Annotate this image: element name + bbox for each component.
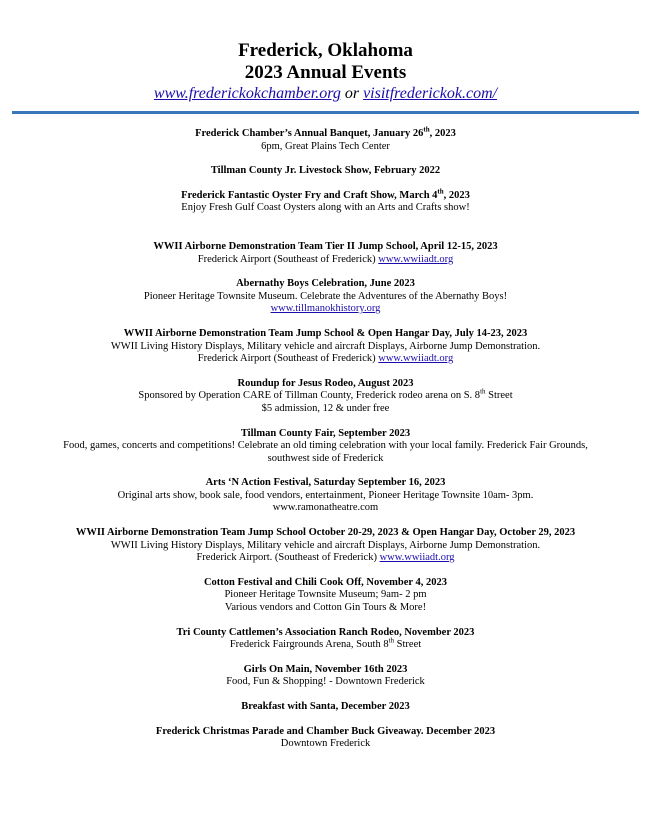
event-title xyxy=(60,278,591,291)
event-item xyxy=(60,577,591,615)
event-title-year: , 2023 xyxy=(443,189,470,201)
event-title-text: WWII Airborne Demonstration Team Tier II Jump School, April 12-15, 2023 xyxy=(153,240,498,252)
event-detail xyxy=(60,636,591,652)
event-detail-text: Various vendors and Cotton Gin Tours & More! xyxy=(224,602,427,614)
event-website-link[interactable]: www.wwiiadt.org xyxy=(379,552,455,564)
event-detail-text: Street xyxy=(485,390,513,402)
event-item xyxy=(60,278,591,316)
event-title xyxy=(60,527,591,540)
event-item xyxy=(60,241,591,266)
event-detail xyxy=(60,540,591,553)
event-title-text: Tillman County Fair, September 2023 xyxy=(240,427,411,439)
event-title-text: Cotton Festival and Chili Cook Off, November 4, 2023 xyxy=(203,576,448,588)
event-website-link[interactable]: www.tillmanokhistory.org xyxy=(270,303,381,315)
event-detail xyxy=(60,387,591,403)
header-links xyxy=(0,84,651,104)
event-detail-text: Street xyxy=(394,639,422,651)
event-detail-text: Downtown Frederick xyxy=(280,738,371,750)
event-detail-text: WWII Living History Displays, Military vehicle and aircraft Displays, Airborne Jump Demonstration. xyxy=(110,539,541,551)
event-title-text: Abernathy Boys Celebration, June 2023 xyxy=(236,278,415,290)
ordinal-suffix: th xyxy=(480,387,486,396)
event-detail-text: Original arts show, book sale, food vendors, entertainment, Pioneer Heritage Townsite 10am- 3pm. xyxy=(117,489,534,501)
event-title-text: Tillman County Jr. Livestock Show, February 2022 xyxy=(210,165,441,177)
event-item xyxy=(60,165,591,178)
event-title xyxy=(60,477,591,490)
events-list xyxy=(60,125,591,763)
event-title xyxy=(60,701,591,714)
event-detail xyxy=(60,291,591,304)
event-detail-text: Sponsored by Operation CARE of Tillman County, Frederick rodeo arena on S. 8 xyxy=(138,390,481,402)
event-detail-text: Enjoy Fresh Gulf Coast Oysters along with an Arts and Crafts show! xyxy=(181,202,470,214)
event-item xyxy=(60,701,591,714)
event-detail-text: Food, Fun & Shopping! - Downtown Frederick xyxy=(226,676,425,688)
event-item xyxy=(60,477,591,515)
header-divider xyxy=(12,111,639,114)
event-title xyxy=(60,627,591,640)
or-text: or xyxy=(340,85,364,102)
event-item xyxy=(60,664,591,689)
event-title-text: Girls On Main, November 16th 2023 xyxy=(243,663,408,675)
event-title xyxy=(60,378,591,391)
event-title xyxy=(60,428,591,441)
ordinal-suffix: th xyxy=(423,125,430,134)
event-detail xyxy=(60,602,591,615)
event-detail-text: WWII Living History Displays, Military vehicle and aircraft Displays, Airborne Jump Demonstration. xyxy=(110,340,541,352)
event-detail-text: Frederick Airport. (Southeast of Frederick) xyxy=(196,552,380,564)
event-title-text: Frederick Christmas Parade and Chamber Buck Giveaway. December 2023 xyxy=(155,725,496,737)
event-item xyxy=(60,527,591,565)
event-detail xyxy=(60,676,591,689)
visit-website-link[interactable]: visitfrederickok.com/ xyxy=(363,85,498,102)
event-detail xyxy=(60,341,591,354)
event-detail xyxy=(60,141,591,154)
event-title-text: Roundup for Jesus Rodeo, August 2023 xyxy=(237,377,414,389)
event-item xyxy=(60,726,591,751)
title-line-2: 2023 Annual Events xyxy=(244,62,407,83)
event-title-text: WWII Airborne Demonstration Team Jump School & Open Hangar Day, July 14-23, 2023 xyxy=(123,327,528,339)
event-detail xyxy=(60,303,591,316)
event-item xyxy=(60,328,591,366)
event-detail xyxy=(60,202,591,215)
event-detail xyxy=(60,738,591,751)
event-website-link[interactable]: www.wwiiadt.org xyxy=(378,253,454,265)
event-item xyxy=(60,428,591,466)
event-title-text: Breakfast with Santa, December 2023 xyxy=(241,701,410,712)
event-title-text: Arts ‘N Action Festival, Saturday September 16, 2023 xyxy=(205,477,446,489)
event-detail-text: 6pm, Great Plains Tech Center xyxy=(261,140,390,152)
event-detail-text: Frederick Airport (Southeast of Frederick) xyxy=(197,353,379,365)
event-item xyxy=(60,187,591,215)
event-title xyxy=(60,664,591,677)
event-detail-text: Frederick Airport (Southeast of Frederick) xyxy=(197,253,379,265)
ordinal-suffix: th xyxy=(388,636,395,645)
event-title xyxy=(60,187,591,203)
event-title xyxy=(60,241,591,254)
event-title xyxy=(60,726,591,739)
event-title-text: Frederick Chamber’s Annual Banquet, January 26 xyxy=(195,128,424,139)
event-detail-text: Food, games, concerts and competitions! Celebrate an old timing celebration with your local family. Frederick Fair Grounds, southwest side of Frederick xyxy=(63,440,588,464)
event-title-text: Tri County Cattlemen’s Association Ranch Rodeo, November 2023 xyxy=(176,626,475,638)
document-header xyxy=(0,40,651,104)
event-title xyxy=(60,165,591,178)
event-detail xyxy=(60,254,591,267)
event-title xyxy=(60,125,591,141)
event-title xyxy=(60,328,591,341)
event-detail xyxy=(60,440,591,465)
event-item xyxy=(60,125,591,153)
event-detail-text: www.ramonatheatre.com xyxy=(272,502,379,514)
event-detail xyxy=(60,490,591,503)
event-website-link[interactable]: www.wwiiadt.org xyxy=(378,353,454,365)
event-detail xyxy=(60,589,591,602)
event-title-year: , 2023 xyxy=(429,128,456,139)
event-detail-text: Frederick Fairgrounds Arena, South 8 xyxy=(229,639,389,651)
event-detail xyxy=(60,353,591,366)
title-line-1: Frederick, Oklahoma xyxy=(238,40,413,61)
event-title-text: Frederick Fantastic Oyster Fry and Craft Show, March 4 xyxy=(181,189,438,201)
event-detail xyxy=(60,502,591,515)
event-detail-text: Pioneer Heritage Townsite Museum; 9am- 2 pm xyxy=(224,589,427,601)
event-detail-text: Pioneer Heritage Townsite Museum. Celebrate the Adventures of the Abernathy Boys! xyxy=(143,290,508,302)
event-item xyxy=(60,378,591,416)
event-item xyxy=(60,627,591,652)
event-detail xyxy=(60,403,591,416)
chamber-website-link[interactable]: www.frederickokchamber.org xyxy=(153,85,341,102)
event-detail xyxy=(60,552,591,565)
event-detail-text: $5 admission, 12 & under free xyxy=(261,402,390,414)
event-title xyxy=(60,577,591,590)
ordinal-suffix: th xyxy=(437,187,444,196)
event-title-text: WWII Airborne Demonstration Team Jump School October 20-29, 2023 & Open Hangar Day, October 29, 2023 xyxy=(75,527,576,539)
